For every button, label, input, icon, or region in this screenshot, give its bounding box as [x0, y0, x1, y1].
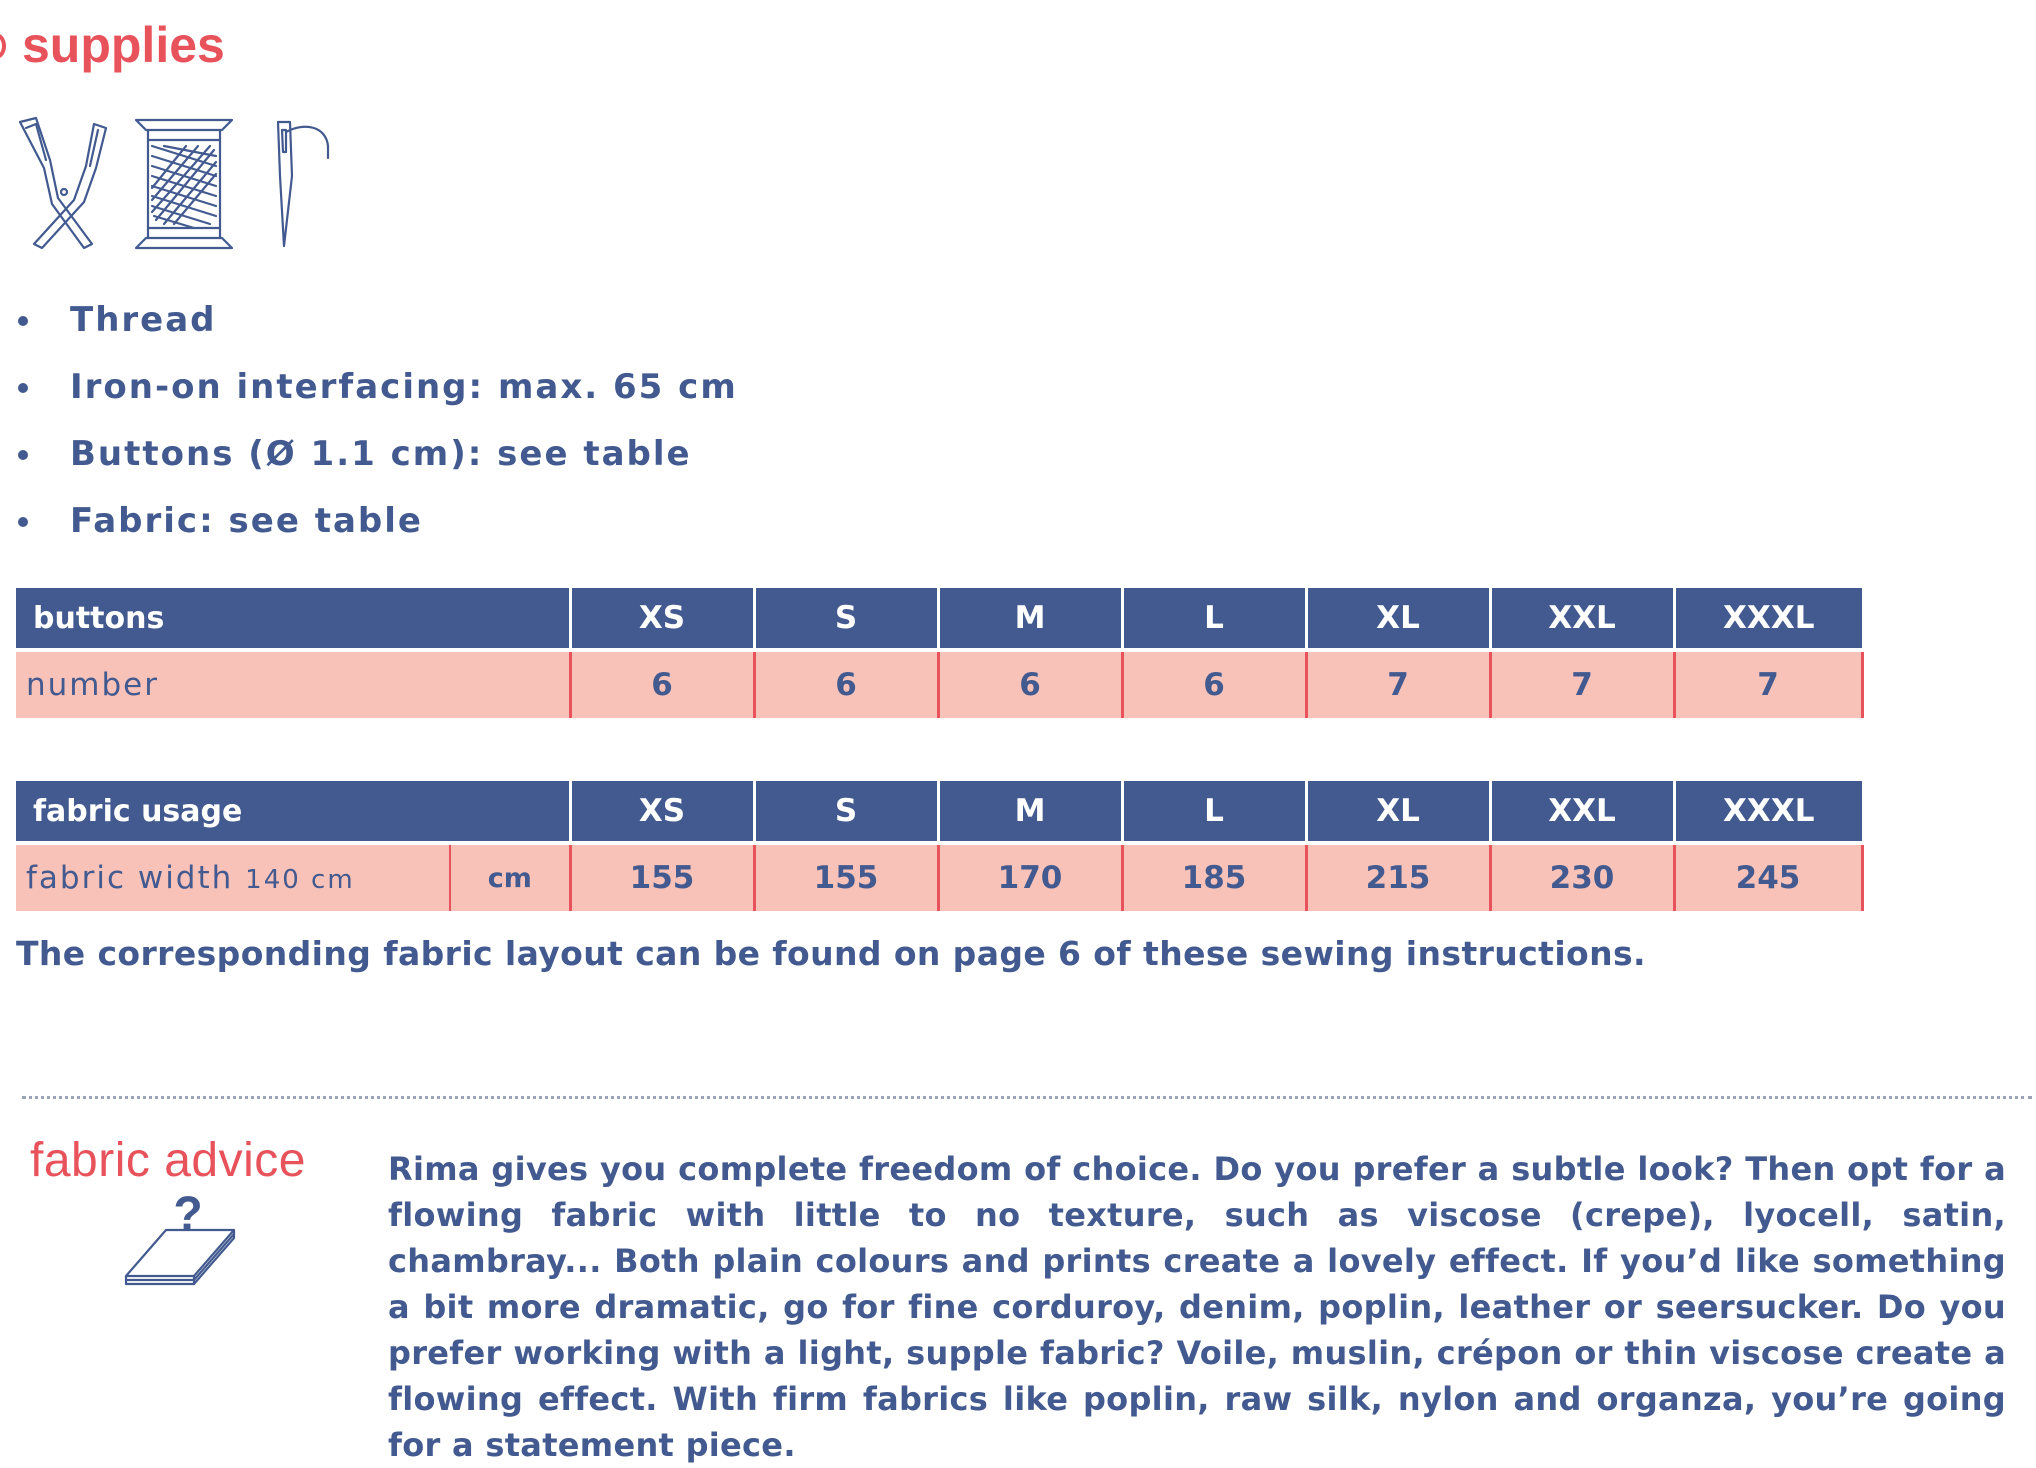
bullet-dot: [18, 517, 28, 527]
tools-icons: [14, 116, 344, 252]
table-cell: 155: [754, 845, 938, 911]
scissors-icon: [20, 118, 106, 248]
row-label-width: 140 cm: [245, 865, 355, 895]
row-label: [16, 845, 450, 911]
size-header: XL: [1306, 781, 1490, 841]
bullet-dot: [18, 316, 28, 326]
fabric-layout-note: The corresponding fabric layout can be found on page 6 of these sewing instructions.: [16, 934, 1646, 973]
table-cell: 155: [570, 845, 754, 911]
bullet-dot: [18, 383, 28, 393]
section-title: supplies: [22, 17, 225, 73]
list-item: [18, 497, 738, 564]
size-header: XXL: [1490, 781, 1674, 841]
table-header-row: [16, 588, 1862, 648]
list-item: [18, 363, 738, 430]
buttons-table: [16, 588, 1864, 718]
size-header: XS: [570, 588, 754, 648]
table-cell: 6: [754, 652, 938, 718]
fabric-usage-table: [16, 781, 1864, 911]
table-cell: 7: [1306, 652, 1490, 718]
table-cell: 6: [938, 652, 1122, 718]
table-header-label: buttons: [16, 588, 570, 648]
thread-spool-icon: [136, 120, 232, 248]
advice-paragraph: Rima gives you complete freedom of choice. Do you prefer a subtle look? Then opt for a flowing fabric with little to no texture, such as viscose (crepe), lyocell, satin, chambray... Both plain colours and prints create a lovely effect. If you’d like something a bit more dramatic, go for fine corduroy, denim, poplin, leather or seersucker. Do you prefer working with a light, supple fabric? Voile, muslin, crépon or thin viscose create a flowing effect. With firm fabrics like poplin, raw silk, nylon and organza, you’re going for a statement piece.: [388, 1150, 2006, 1464]
list-item-text: Thread: [70, 300, 217, 340]
table-cell: 215: [1306, 845, 1490, 911]
row-label-text: fabric width: [26, 860, 234, 896]
size-header: XXL: [1490, 588, 1674, 648]
table-cell: 170: [938, 845, 1122, 911]
table-row: [16, 845, 1862, 911]
size-header: XXXL: [1674, 781, 1862, 841]
size-header: XXXL: [1674, 588, 1862, 648]
list-item-text: Buttons (Ø 1.1 cm): see table: [70, 434, 692, 474]
size-header: S: [754, 781, 938, 841]
size-header: XS: [570, 781, 754, 841]
size-header: M: [938, 781, 1122, 841]
list-item-text: Iron-on interfacing: max. 65 cm: [70, 367, 738, 407]
table-cell: 245: [1674, 845, 1862, 911]
table-row: [16, 652, 1862, 718]
table-cell: 7: [1490, 652, 1674, 718]
table-cell: 230: [1490, 845, 1674, 911]
bullet-dot: [18, 450, 28, 460]
table-cell: 6: [1122, 652, 1306, 718]
needle-icon: [278, 122, 328, 246]
supplies-list: [18, 296, 738, 564]
advice-title: fabric advice: [30, 1134, 306, 1187]
table-header-row: [16, 781, 1862, 841]
table-cell: 6: [570, 652, 754, 718]
table-cell: 7: [1674, 652, 1862, 718]
list-item: [18, 296, 738, 363]
unit-cell: cm: [450, 845, 570, 911]
size-header: XL: [1306, 588, 1490, 648]
size-header: L: [1122, 781, 1306, 841]
table-header-label: fabric usage: [16, 781, 570, 841]
dotted-divider: [22, 1096, 2032, 1099]
list-item: [18, 430, 738, 497]
table-cell: 185: [1122, 845, 1306, 911]
question-mark: ?: [173, 1188, 203, 1241]
fabric-question-icon: [122, 1186, 240, 1290]
list-item-text: Fabric: see table: [70, 501, 423, 541]
size-header: M: [938, 588, 1122, 648]
row-label: number: [16, 652, 570, 718]
size-header: S: [754, 588, 938, 648]
title-bullet-mark: [0, 33, 6, 59]
size-header: L: [1122, 588, 1306, 648]
